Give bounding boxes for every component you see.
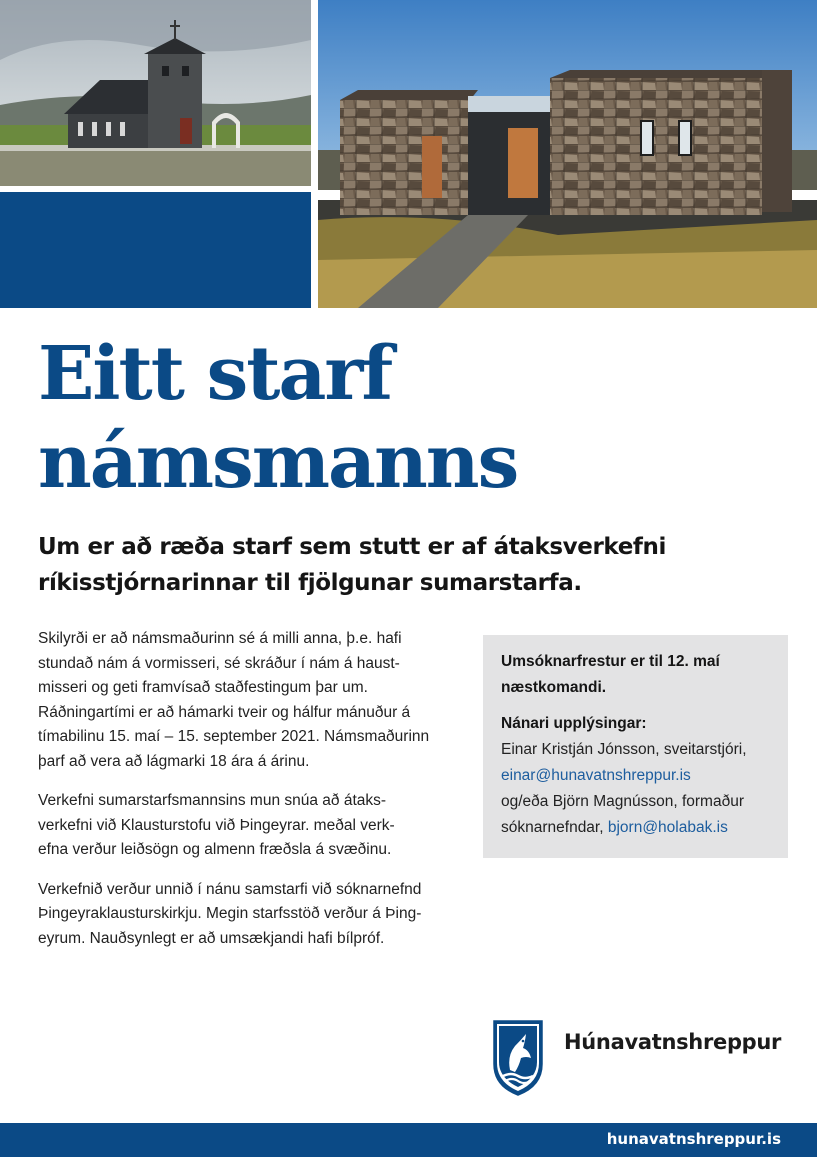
website-link[interactable]: hunavatnshreppur.is — [606, 1130, 781, 1148]
subheadline-line-2: ríkisstjórnarinnar til fjölgunar sumarstarfa. — [38, 570, 582, 596]
text-line: stundað nám á vormisseri, sé skráður í nám á haust- — [38, 654, 400, 672]
contact-2-email-link[interactable]: bjorn@holabak.is — [607, 819, 728, 836]
text-line: Þingeyraklausturskirkju. Megin starfsstöð verður á Þing- — [38, 905, 422, 922]
paragraph-tasks — [38, 789, 468, 863]
contact-2-row — [501, 815, 772, 841]
text-line: þarf að vera að lágmarki 18 ára á árinu. — [38, 752, 310, 770]
text-line: Ráðningartími er að hámarki tveir og hálfur mánuður á — [38, 703, 411, 721]
paragraph-collaboration — [38, 878, 468, 952]
text-line: Verkefni sumarstarfsmannsins mun snúa að átaks- — [38, 792, 387, 809]
text-line: Verkefnið verður unnið í nánu samstarfi við sóknarnefnd — [38, 880, 422, 898]
subheadline-line-1: Um er að ræða starf sem stutt er af átaksverkefni — [38, 534, 666, 560]
page-title — [38, 330, 798, 506]
bird-shield-icon — [493, 1020, 543, 1096]
contact-1-email-link[interactable]: einar@hunavatnshreppur.is — [501, 767, 691, 784]
text-line: eyrum. Nauðsynlegt er að umsækjandi hafi bílpróf. — [38, 929, 385, 947]
info-box — [483, 635, 788, 858]
stone-building-photo — [318, 0, 817, 308]
subheadline — [38, 529, 718, 601]
contact-1: Einar Kristján Jónsson, sveitarstjóri, — [501, 741, 747, 758]
text-line: verkefni við Klausturstofu við Þingeyrar. meðal verk- — [38, 816, 395, 834]
paragraph-requirements — [38, 627, 468, 774]
municipality-name: Húnavatnshreppur — [564, 1030, 782, 1054]
blue-accent-block — [0, 192, 311, 308]
text-line: tímabilinu 15. maí – 15. september 2021. Námsmaðurinn — [38, 728, 430, 745]
text-line: efna verður leiðsögn og almenn fræðsla á svæðinu. — [38, 841, 392, 858]
title-line-2: námsmanns — [38, 419, 518, 505]
municipality-logo — [493, 1020, 793, 1096]
deadline-line-2: næstkomandi. — [501, 679, 607, 696]
deadline-line-1: Umsóknarfrestur er til 12. maí — [501, 653, 720, 670]
text-line: misseri og geti framvísað staðfestingum þar um. — [38, 679, 368, 696]
body-text — [38, 627, 468, 966]
church-photo — [0, 0, 311, 186]
title-line-1: Eitt starf — [38, 331, 392, 417]
more-info-heading: Nánari upplýsingar: — [501, 715, 647, 732]
contact-2-prefix: sóknarnefndar, — [501, 819, 608, 836]
contact-2: og/eða Björn Magnússon, formaður — [501, 793, 744, 810]
footer-bar — [0, 1123, 817, 1157]
text-line: Skilyrði er að námsmaðurinn sé á milli anna, þ.e. hafi — [38, 630, 402, 647]
